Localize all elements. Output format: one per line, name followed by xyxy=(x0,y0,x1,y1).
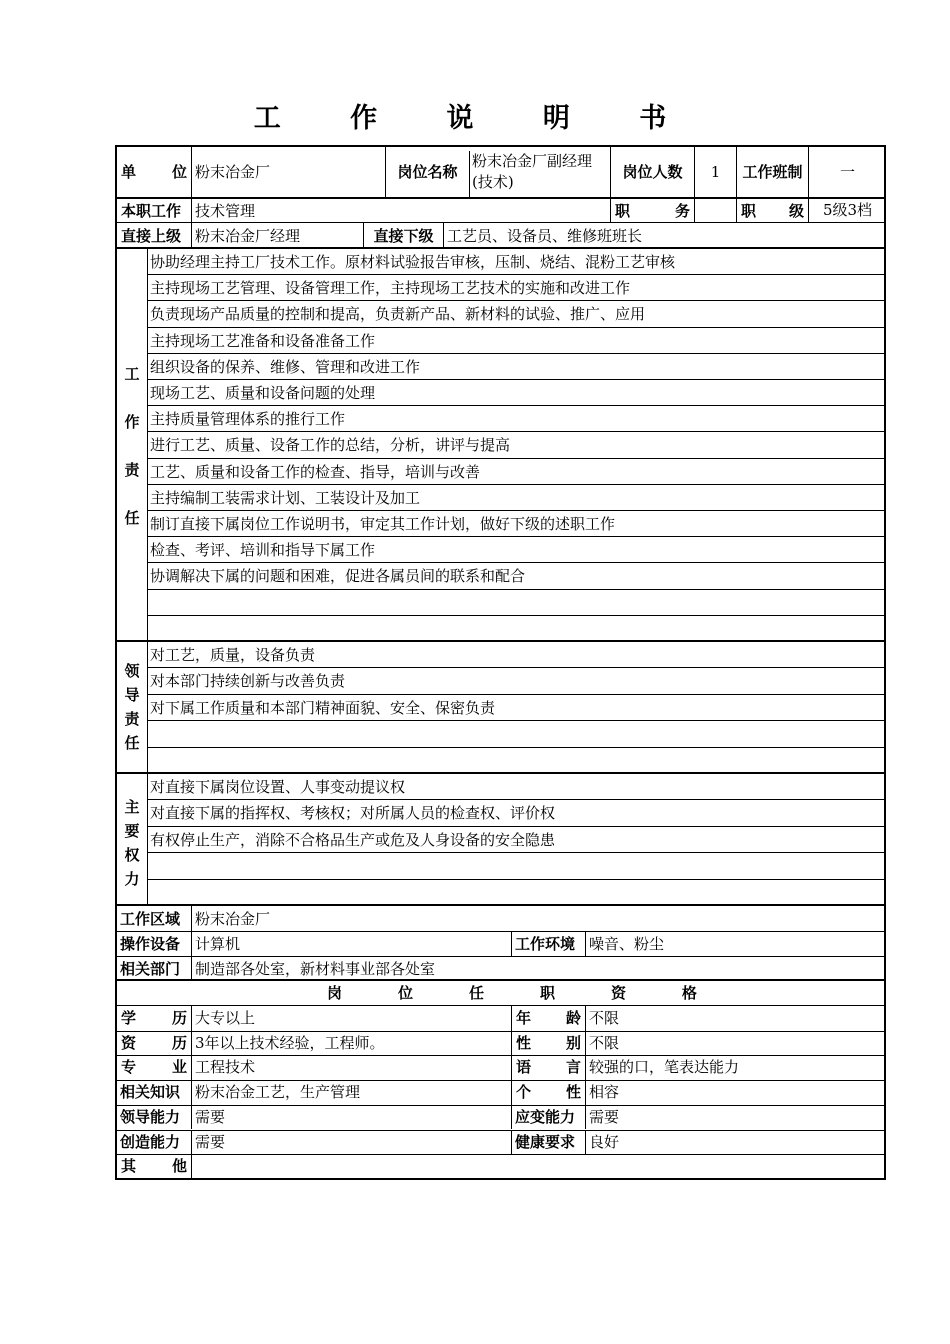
other-value xyxy=(191,1154,886,1179)
responsibilities-item: 进行工艺、质量、设备工作的总结，分析，讲评与提高 xyxy=(147,432,884,458)
area-value: 粉末冶金厂 xyxy=(191,906,886,931)
leadership-section xyxy=(115,640,886,772)
responsibilities-item: 主持现场工艺管理、设备管理工作，主持现场工艺技术的实施和改进工作 xyxy=(147,275,884,301)
shift-value: 一 xyxy=(808,147,886,197)
environment-section xyxy=(115,904,886,979)
header-row-2 xyxy=(115,197,886,222)
leadership-item: 对工艺，质量，设备负责 xyxy=(147,642,884,668)
subordinate-label: 直接下级 xyxy=(363,223,443,247)
qualification-label-text: 领导能力 xyxy=(120,1107,181,1126)
leadership-item: 对本部门持续创新与改善负责 xyxy=(147,668,884,694)
responsibilities-item: 现场工艺、质量和设备问题的处理 xyxy=(147,380,884,406)
qualification-label-text: 性 别 xyxy=(516,1033,581,1052)
superior-value: 粉末冶金厂经理 xyxy=(191,223,363,247)
qualification-label xyxy=(117,1055,191,1080)
authority-item: 对直接下属岗位设置、人事变动提议权 xyxy=(147,774,884,800)
responsibilities-item xyxy=(147,616,884,642)
qualification-label-text: 个 性 xyxy=(516,1083,581,1102)
qualification-value: 较强的口，笔表达能力 xyxy=(585,1055,886,1080)
qualifications-heading: 岗 位 任 职 资 格 xyxy=(327,984,697,1002)
responsibilities-label: 工 作 责 任 xyxy=(124,365,140,527)
duty-value xyxy=(694,199,736,222)
superior-label: 直接上级 xyxy=(121,227,182,245)
qualification-label-text: 学 历 xyxy=(121,1009,187,1027)
unit-value: 粉末冶金厂 xyxy=(191,147,385,197)
authority-item: 对直接下属的指挥权、考核权；对所属人员的检查权、评价权 xyxy=(147,800,884,826)
other-label xyxy=(117,1154,191,1179)
grade-label: 职 级 xyxy=(741,202,804,220)
env-label: 工作环境 xyxy=(511,931,585,956)
shift-label: 工作班制 xyxy=(736,147,808,197)
authority-section xyxy=(115,772,886,904)
header-row-3 xyxy=(115,222,886,247)
qualification-label xyxy=(117,1130,191,1155)
dept-value: 制造部各处室，新材料事业部各处室 xyxy=(191,956,886,981)
qualification-label-text: 创造能力 xyxy=(120,1132,181,1151)
grade-value: 5级3档 xyxy=(808,199,886,222)
qualification-label xyxy=(511,1006,585,1031)
responsibilities-item: 主持编制工装需求计划、工装设计及加工 xyxy=(147,485,884,511)
responsibilities-item: 检查、考评、培训和指导下属工作 xyxy=(147,537,884,563)
qualification-label xyxy=(511,1031,585,1056)
qualification-label xyxy=(511,1055,585,1080)
qualifications-section xyxy=(115,979,886,1180)
dept-label: 相关部门 xyxy=(120,960,181,978)
qualification-label xyxy=(511,1080,585,1105)
qualification-value: 大专以上 xyxy=(191,1006,511,1031)
leadership-item: 对下属工作质量和本部门精神面貌、安全、保密负责 xyxy=(147,695,884,721)
responsibilities-item: 制订直接下属岗位工作说明书，审定其工作计划，做好下级的述职工作 xyxy=(147,511,884,537)
qualification-value: 需要 xyxy=(191,1105,511,1130)
qualification-value: 良好 xyxy=(585,1130,886,1155)
leadership-item xyxy=(147,748,884,774)
qualification-label xyxy=(117,1080,191,1105)
equipment-value: 计算机 xyxy=(191,931,511,956)
qualification-label xyxy=(511,1105,585,1130)
responsibilities-item: 工艺、质量和设备工作的检查、指导，培训与改善 xyxy=(147,459,884,485)
authority-label: 主 要 权 力 xyxy=(124,798,140,888)
document-title: 工 作 说 明 书 xyxy=(253,103,697,134)
authority-item xyxy=(147,853,884,879)
qualification-label-text: 年 龄 xyxy=(516,1009,581,1027)
qualification-label-text: 专 业 xyxy=(121,1058,187,1077)
leadership-item xyxy=(147,721,884,747)
qualification-label-text: 相关知识 xyxy=(120,1083,181,1102)
post-name-value: 粉末冶金厂副经理(技术) xyxy=(469,151,610,197)
qualification-value: 3年以上技术经验，工程师。 xyxy=(191,1031,511,1056)
responsibilities-item xyxy=(147,590,884,616)
post-count-value: 1 xyxy=(694,147,736,197)
subordinate-value: 工艺员、设备员、维修班班长 xyxy=(443,223,886,247)
authority-item: 有权停止生产，消除不合格品生产或危及人身设备的安全隐患 xyxy=(147,827,884,853)
qualification-label-text: 语 言 xyxy=(516,1058,581,1077)
qualification-label xyxy=(117,1006,191,1031)
qualification-value: 相容 xyxy=(585,1080,886,1105)
responsibilities-item: 协助经理主持工厂技术工作。原材料试验报告审核，压制、烧结、混粉工艺审核 xyxy=(147,249,884,275)
qualification-label xyxy=(117,1105,191,1130)
qualification-label xyxy=(511,1130,585,1155)
qualification-label-text: 资 历 xyxy=(121,1033,187,1052)
qualification-value: 不限 xyxy=(585,1006,886,1031)
responsibilities-item: 主持现场工艺准备和设备准备工作 xyxy=(147,328,884,354)
qualification-label xyxy=(117,1031,191,1056)
equipment-label: 操作设备 xyxy=(120,935,181,953)
responsibilities-item: 组织设备的保养、维修、管理和改进工作 xyxy=(147,354,884,380)
qualification-value: 工程技术 xyxy=(191,1055,511,1080)
post-name-label: 岗位名称 xyxy=(385,147,469,197)
post-count-label: 岗位人数 xyxy=(610,147,694,197)
qualification-value: 需要 xyxy=(191,1130,511,1155)
responsibilities-item: 负责现场产品质量的控制和提高，负责新产品、新材料的试验、推广、应用 xyxy=(147,301,884,327)
responsibilities-section xyxy=(115,247,886,640)
job-label: 本职工作 xyxy=(121,202,182,220)
other-label-text: 其 他 xyxy=(121,1157,187,1176)
qualification-value: 不限 xyxy=(585,1031,886,1056)
env-value: 噪音、粉尘 xyxy=(585,931,886,956)
qualification-label-text: 健康要求 xyxy=(515,1132,576,1151)
responsibilities-item: 主持质量管理体系的推行工作 xyxy=(147,406,884,432)
duty-label: 职 务 xyxy=(615,202,690,220)
qualification-value: 粉末冶金工艺，生产管理 xyxy=(191,1080,511,1105)
qualification-label-text: 应变能力 xyxy=(515,1107,576,1126)
authority-item xyxy=(147,880,884,906)
area-label: 工作区域 xyxy=(120,910,181,928)
header-row-1 xyxy=(115,145,886,197)
job-value: 技术管理 xyxy=(191,199,610,222)
qualification-value: 需要 xyxy=(585,1105,886,1130)
unit-label: 单 位 xyxy=(121,163,187,181)
leadership-label: 领 导 责 任 xyxy=(124,662,140,752)
responsibilities-item: 协调解决下属的问题和困难，促进各属员间的联系和配合 xyxy=(147,563,884,589)
